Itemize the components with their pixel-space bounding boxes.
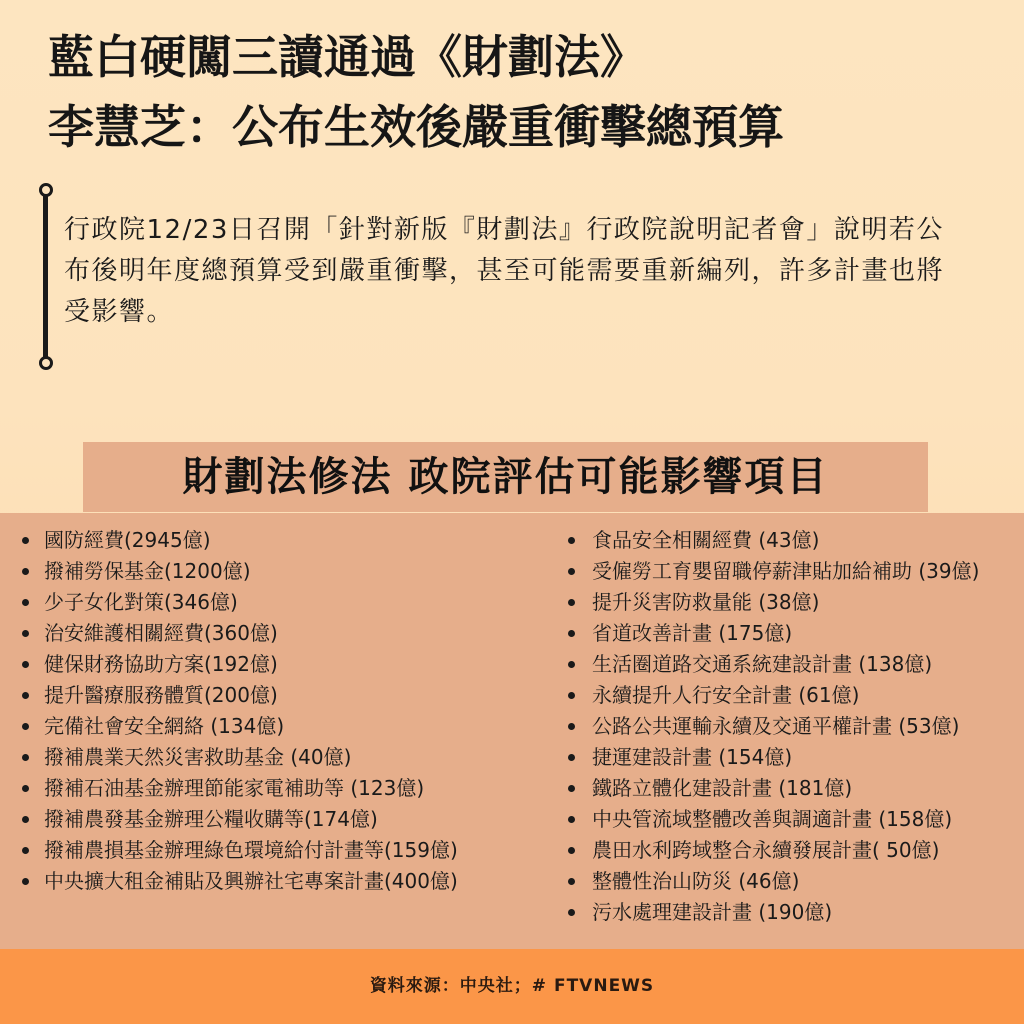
list-item <box>20 587 560 618</box>
list-item-text: 提升醫療服務體質(200億) <box>44 683 278 707</box>
list-item <box>566 711 1024 742</box>
list-item <box>20 866 560 897</box>
bullet-icon <box>568 878 575 885</box>
list-item-text: 少子女化對策(346億) <box>44 590 238 614</box>
list-item-text: 省道改善計畫 (175億) <box>592 621 793 645</box>
list-item <box>20 618 560 649</box>
list-item <box>20 773 560 804</box>
quote-bar <box>43 190 48 362</box>
headline-line-1: 藍白硬闖三讀通過《財劃法》 <box>48 30 646 84</box>
list-item <box>566 649 1024 680</box>
list-item-text: 污水處理建設計畫 (190億) <box>592 900 833 924</box>
list-item-text: 中央擴大租金補貼及興辦社宅專案計畫(400億) <box>44 869 458 893</box>
list-item-text: 撥補石油基金辦理節能家電補助等 (123億) <box>44 776 425 800</box>
list-item-text: 農田水利跨域整合永續發展計畫( 50億) <box>592 838 940 862</box>
bullet-icon <box>22 661 29 668</box>
bullet-icon <box>22 816 29 823</box>
list-item-text: 中央管流域整體改善與調適計畫 (158億) <box>592 807 953 831</box>
list-item-text: 鐵路立體化建設計畫 (181億) <box>592 776 853 800</box>
list-item-text: 食品安全相關經費 (43億) <box>592 528 820 552</box>
list-item-text: 完備社會安全網絡 (134億) <box>44 714 285 738</box>
source-credit: 資料來源：中央社；# FTVNEWS <box>369 976 655 996</box>
footer-bar <box>0 949 1024 1024</box>
list-item <box>566 897 1024 928</box>
list-item <box>20 804 560 835</box>
bullet-icon <box>22 692 29 699</box>
bullet-icon <box>22 754 29 761</box>
headline <box>48 22 988 162</box>
bullet-icon <box>22 723 29 730</box>
bullet-icon <box>568 723 575 730</box>
bullet-icon <box>22 847 29 854</box>
list-item-text: 撥補勞保基金(1200億) <box>44 559 251 583</box>
bullet-icon <box>22 537 29 544</box>
list-item-text: 公路公共運輸永續及交通平權計畫 (53億) <box>592 714 960 738</box>
bullet-icon <box>22 599 29 606</box>
list-item <box>566 556 1024 587</box>
bullet-icon <box>568 909 575 916</box>
list-item <box>20 525 560 556</box>
list-item-text: 受僱勞工育嬰留職停薪津貼加給補助 (39億) <box>592 559 980 583</box>
bullet-icon <box>568 661 575 668</box>
left-item-list <box>20 525 560 897</box>
list-item-text: 撥補農業天然災害救助基金 (40億) <box>44 745 352 769</box>
list-item <box>566 618 1024 649</box>
quote-bar-bottom-dot <box>39 356 53 370</box>
list-item <box>20 649 560 680</box>
right-item-list <box>566 525 1024 928</box>
bullet-icon <box>568 537 575 544</box>
bullet-icon <box>568 847 575 854</box>
list-item-text: 提升災害防救量能 (38億) <box>592 590 820 614</box>
bullet-icon <box>568 692 575 699</box>
quote-bar-top-dot <box>39 183 53 197</box>
bullet-icon <box>568 599 575 606</box>
bullet-icon <box>568 785 575 792</box>
list-item <box>566 525 1024 556</box>
bullet-icon <box>568 568 575 575</box>
bullet-icon <box>22 630 29 637</box>
list-item <box>566 742 1024 773</box>
bullet-icon <box>568 816 575 823</box>
list-item-text: 國防經費(2945億) <box>44 528 211 552</box>
list-item <box>20 835 560 866</box>
list-item-text: 捷運建設計畫 (154億) <box>592 745 793 769</box>
list-item-text: 治安維護相關經費(360億) <box>44 621 278 645</box>
list-item-text: 生活圈道路交通系統建設計畫 (138億) <box>592 652 933 676</box>
bullet-icon <box>22 878 29 885</box>
list-item <box>566 835 1024 866</box>
list-item <box>566 804 1024 835</box>
list-item-text: 健保財務協助方案(192億) <box>44 652 278 676</box>
list-item <box>566 680 1024 711</box>
headline-line-2: 李慧芝：公布生效後嚴重衝擊總預算 <box>48 100 784 154</box>
list-item <box>566 587 1024 618</box>
list-item <box>566 773 1024 804</box>
list-item <box>20 556 560 587</box>
list-item <box>566 866 1024 897</box>
list-item <box>20 742 560 773</box>
bullet-icon <box>568 754 575 761</box>
list-item-text: 整體性治山防災 (46億) <box>592 869 800 893</box>
list-item-text: 撥補農損基金辦理綠色環境給付計畫等(159億) <box>44 838 458 862</box>
section-title: 財劃法修法 政院評估可能影響項目 <box>83 442 928 512</box>
list-item-text: 撥補農發基金辦理公糧收購等(174億) <box>44 807 378 831</box>
bullet-icon <box>22 785 29 792</box>
bullet-icon <box>22 568 29 575</box>
list-item-text: 永續提升人行安全計畫 (61億) <box>592 683 860 707</box>
summary-text: 行政院12/23日召開「針對新版『財劃法』行政院說明記者會」說明若公布後明年度總預算受到嚴重衝擊，甚至可能需要重新編列，許多計畫也將受影響。 <box>64 215 945 327</box>
list-item <box>20 680 560 711</box>
bullet-icon <box>568 630 575 637</box>
list-item <box>20 711 560 742</box>
